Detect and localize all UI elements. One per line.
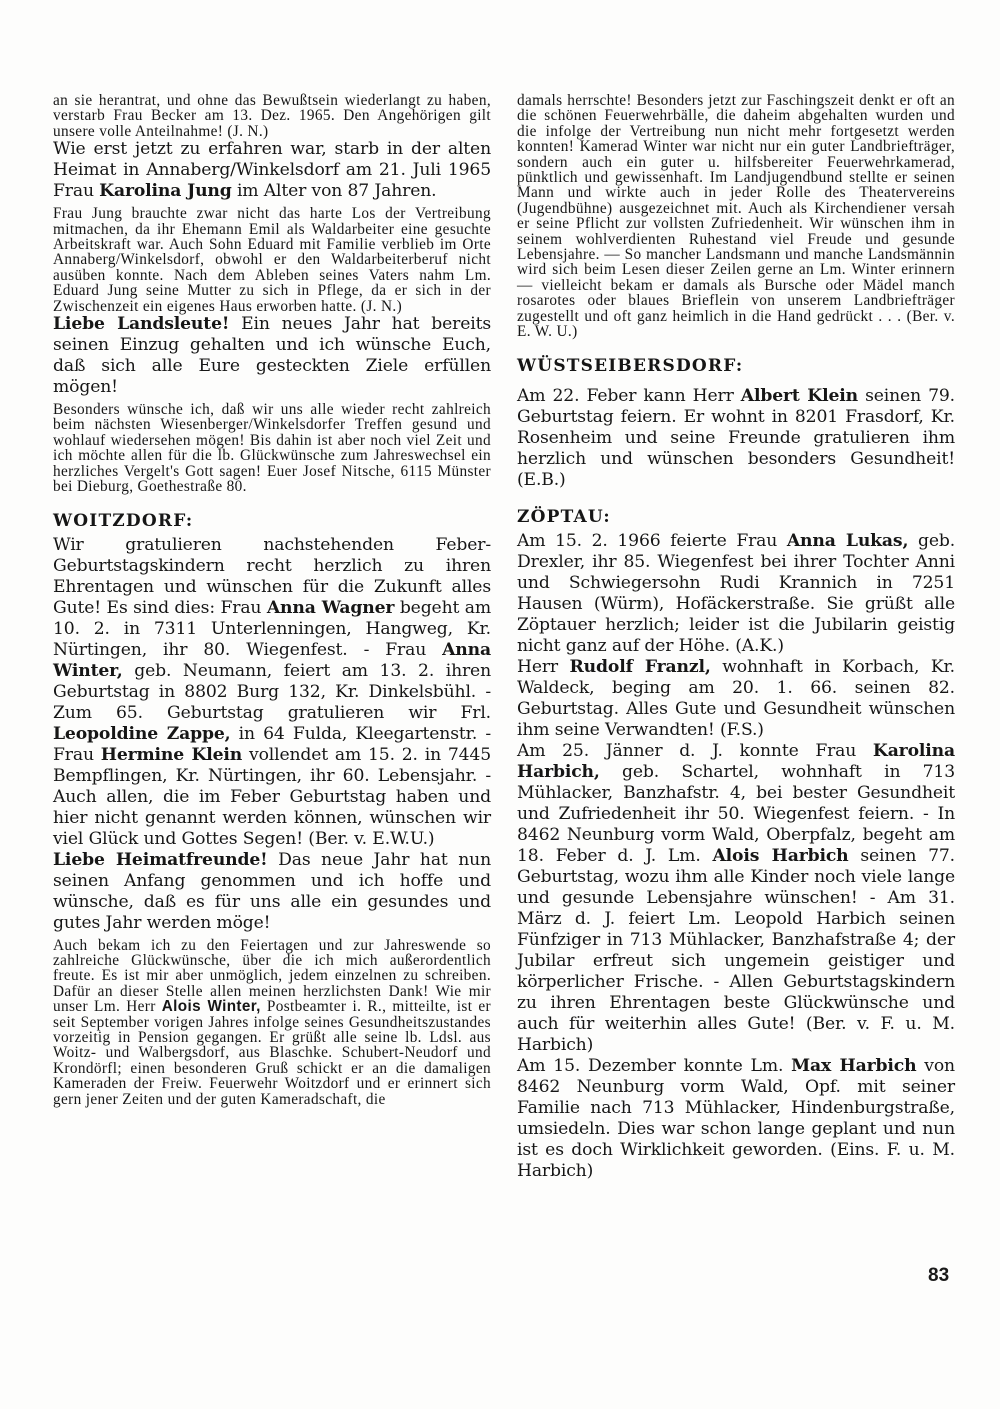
text-run: Auch bekam ich zu den Feiertagen und zur Jahreswende so zahlreiche Glückwünsche, über die ich mich außerordentlich freute. Es ist mir aber unmöglich, jedem einzelnen zu schreiben. Dafür an dieser Stelle allen meinen herzlichsten Dank! Wie mir unser Lm. Herr [53,936,491,1016]
greeting-heading: Liebe Heimatfreunde! [53,849,268,870]
text-run: geb. Neumann, feiert am 13. 2. ihren Geburtstag in 8802 Burg 132, Kr. Dinkelsbühl. - Zum 65. Geburtstag gratulieren wir Frl. [53,660,491,723]
text-run: im Alter von 87 Jahren. [231,181,437,202]
zoeptau-franzl [517,657,955,741]
text-run: in 64 Fulda, Kleegartenstr. - Frau [53,723,492,765]
section-heading-woitzdorf: WOITZDORF: [53,510,194,531]
person-name: Anna Winter, [53,639,491,681]
text-run: Am 25. Jänner d. J. konnte Frau [517,740,873,761]
text-run: Postbeamter i. R., mitteilte, ist er seit September vorigen Jahres infolge seines Gesundheitszustandes vorzeitig in Pension gegangen. Er grüßt alle seine lb. Ldsl. aus Woitz- und Walbergsdorf, aus Blaschke. Schubert-Neudorf und Krondörfl; einen besonderen Gruß schickt er an die damaligen Kameraden der Freiw. Feuerwehr Woitzdorf und er erinnert sich gern jener Zeiten und der guten Kameradschaft, die [53,998,492,1108]
text-run: Ein neues Jahr hat bereits seinen Einzug gehalten und ich wünsche Euch, daß sich alle Eure gesteckten Ziele erfüllen mögen! [53,314,491,398]
text-run: Am 15. 2. 1966 feierte Frau [517,530,787,551]
spacer [517,340,955,356]
greeting-nitsche: Besonders wünsche ich, daß wir uns alle wieder recht zahlreich beim nächsten Wiesenberger/Winkelsdorfer Treffen gesund und wohlauf wiedersehen mögen! Bis dahin ist aber noch viel Zeit und ich möchte allen für die lb. Glückwünsche zum Jahreswechsel ein herzliches Vergelt's Gott sagen! Euer Josef Nitsche, 6115 Münster bei Dieburg, Goethestraße 80. [53,401,491,496]
person-name: Karolina Harbich, [517,740,955,782]
alois-winter-article [53,938,491,1107]
section-heading-zoeptau: ZÖPTAU: [517,506,611,527]
person-name: Rudolf Franzl, [569,656,711,677]
text-run: von 8462 Neunburg vorm Wald, Opf. mit seiner Familie nach 713 Mühlacker, Hindenburgstraße, umsiedeln. Dies war schon lange geplant und nun ist es doch Wirklichkeit geworden. (Eins. F. u. M. Harbich) [517,1055,955,1181]
text-run: Herr [517,656,570,677]
text-run: Am 15. Dezember konnte Lm. [517,1055,792,1076]
spacer [517,491,955,507]
greeting-landsleute [53,314,491,398]
text-run: Das neue Jahr hat nun seinen Anfang genommen und ich hoffe und wünsche, daß es für uns alle ein gesundes und gutes Jahr werden möge! [53,849,492,933]
zoeptau-harbich [517,741,955,1056]
text-run: geb. Drexler, ihr 85. Wiegenfest bei ihrer Tochter Anni und Schwiegersohn Rudi Krannich in 7251 Hausen (Würm), Hofäckerstraße. Sie grüßt alle Zöptauer herzlich; leider ist die Jubilarin geistig nicht ganz auf der Höhe. (A.K.) [517,530,956,656]
text-run: Wie erst jetzt zu erfahren war, starb in der alten Heimat in Annaberg/Winkelsdorf am 21. Juli 1965 Frau [53,139,491,202]
person-name: Hermine Klein [100,744,243,765]
obituary-jung-details: Frau Jung brauchte zwar nicht das harte Los der Vertreibung mitmachen, da ihr Ehemann Emil als Waldarbeiter eine gesuchte Arbeitskraft war. Auch Sohn Eduard mit Familie verblieb im Orte Annaberg/Winkelsdorf, obwohl er den Waldarbeiterberuf nicht ausüben konnte. Nach dem Ableben seines Vaters nahm Lm. Eduard Jung seine Mutter zu sich in Pflege, da er sich in der Zwischenzeit ein eigenes Haus erworben hatte. (J. N.) [53,205,491,315]
text-run: vollendet am 15. 2. in 7445 Bempflingen, Kr. Nürtingen, ihr 60. Lebensjahr. - Auch allen, die im Feber Geburtstag haben und hier nicht genannt werden können, wünschen wir viel Glück und Gottes Segen! (Ber. v. E.W.U.) [53,744,492,849]
person-name: Leopoldine Zappe, [53,723,231,744]
person-name: Alois Harbich [712,845,849,866]
person-name: Alois Winter, [161,998,261,1016]
person-name: Max Harbich [791,1055,917,1076]
zoeptau-max-harbich [517,1056,955,1182]
greeting-heading: Liebe Landsleute! [53,314,230,335]
text-run: begeht am 10. 2. in 7311 Unterlenningen, Hangweg, Kr. Nürtingen, ihr 80. Wiegenfest. - Frau [53,597,492,660]
right-column [517,93,955,1182]
spacer [53,495,491,511]
text-run: wohnhaft in Korbach, Kr. Waldeck, beging am 20. 1. 66. seinen 82. Geburtstag. Alles Gute und Gesundheit wünschen ihm seine Verwandten! (F.S.) [517,656,955,740]
person-name: Albert Klein [740,385,858,406]
person-name: Anna Wagner [266,597,395,618]
person-name: Karolina Jung [99,181,232,202]
spacer [517,376,955,386]
text-run: geb. Schartel, wohnhaft in 713 Mühlacker, Banzhafstr. 4, bei bester Gesundheit und Zufriedenheit ihr 50. Wiegenfest feiern. - In 8462 Neunburg vorm Wald, Oberpfalz, begeht am 18. Feber d. J. Lm. [517,761,955,866]
person-name: Anna Lukas, [786,530,909,551]
obituary-becker-end: an sie herantrat, und ohne das Bewußtsein wiederlangt zu haben, verstarb Frau Becker am 13. Dez. 1965. Den Angehörigen gilt unsere volle Anteilnahme! (J. N.) [53,92,491,140]
alois-winter-article-continued: damals herrschte! Besonders jetzt zur Faschingszeit denkt er oft an die schönen Feuerwehrbälle, die daheim abgehalten wurden und die infolge der Vertreibung nun nicht mehr fortgesetzt werden konnten! Kamerad Winter war nicht nur ein guter Landbriefträger, sondern auch ein guter u. hilfsbereiter Feuerwehrkamerad, pünktlich und gewissenhaft. Im Landjugendbund stellte er seinen Mann und wirkte auch in jeder Rolle des Theatervereins (Jugendbühne) ausgezeichnet mit. Auch als Kirchendiener versah er seine Pflicht zur vollsten Zufriedenheit. Wir wünschen ihm in seinem wohlverdienten Ruhestand viel Freude und gesunde Lebensjahre. — So mancher Landsmann und manche Landsmännin wird sich beim Lesen dieser Zeilen gerne an Lm. Winter erinnern — vielleicht bekam er damals als Bursche oder Mädel manch rosarotes oder blaues Brieflein von unserem Landbriefträger zugestellt und oft ganz heimlich in die Hand gedrückt . . . (Ber. v. E. W. U.) [517,92,955,341]
text-run: Am 22. Feber kann Herr [517,385,741,406]
left-column [53,93,491,1107]
woitzdorf-birthdays [53,535,491,850]
greeting-heimatfreunde [53,850,491,934]
zoeptau-lukas [517,531,955,657]
wuestseibersdorf-birthday [517,386,955,491]
text-run: seinen 77. Geburtstag, wozu ihm alle Kinder noch viele lange und gesunde Lebensjahre wünschen! - Am 31. März d. J. feiert Lm. Leopold Harbich seinen Fünfziger in 713 Mühlacker, Banzhafstraße 4; der Jubilar erfreut sich ungemein geistiger und körperlicher Frische. - Allen Geburtstagskindern zu ihren Ehrentagen beste Glückwünsche und auch für weiterhin alles Gute! (Ber. v. F. u. M. Harbich) [517,845,955,1055]
text-run: seinen 79. Geburtstag feiern. Er wohnt in 8201 Frasdorf, Kr. Rosenheim und seine Freunde gratulieren ihm herzlich und wünschen besonders Gesundheit! (E.B.) [517,385,955,490]
text-run: Wir gratulieren nachstehenden Feber-Geburtstagskindern recht herzlich zu ihren Ehrentagen und wünschen für die Zukunft alles Gute! Es sind dies: Frau [53,534,491,618]
page-number: 83 [928,1265,950,1286]
obituary-jung [53,139,491,202]
section-heading-wuestseibersdorf: WÜSTSEIBERSDORF: [517,355,744,376]
